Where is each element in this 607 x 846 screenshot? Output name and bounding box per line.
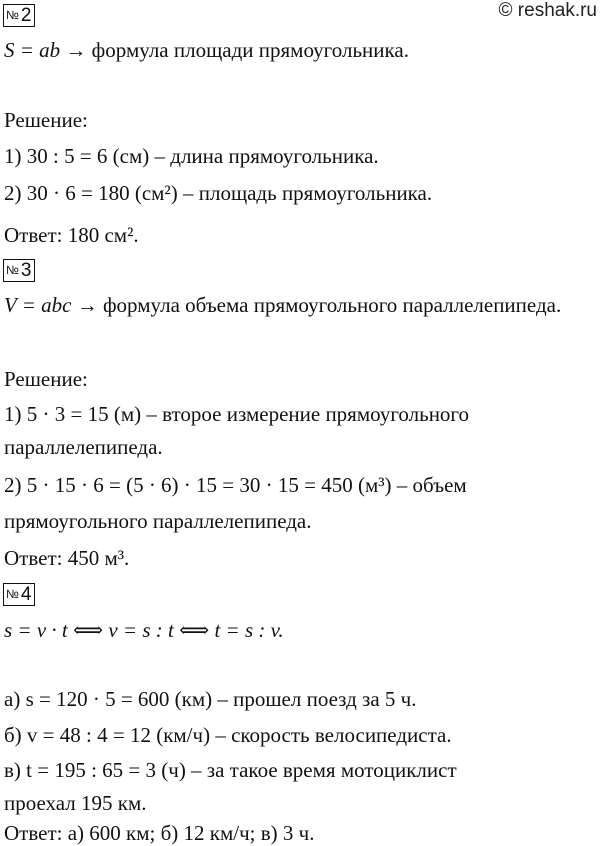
problem-number: 3 (20, 260, 32, 281)
problem-number-badge (3, 259, 35, 282)
problem-number: 4 (20, 584, 32, 605)
problem-number-badge (3, 583, 35, 606)
solution-step: б) v = 48 : 4 = 12 (км/ч) – скорость велосипедиста. (4, 723, 452, 747)
problem-number: 2 (20, 5, 32, 26)
solution-step: параллелепипеда. (4, 435, 163, 459)
solution-step: в) t = 195 : 65 = 3 (ч) – за такое время мотоциклист (4, 758, 457, 782)
formula-line (4, 292, 561, 318)
formula-line (4, 617, 284, 643)
number-sign-icon: № (6, 263, 19, 277)
formula-expression: S = ab (4, 38, 61, 62)
solution-label: Решение: (4, 367, 88, 391)
solution-step: 1) 5 · 3 = 15 (м) – второе измерение прямоугольного (4, 402, 470, 426)
formula-description: формула площади прямоугольника. (91, 38, 409, 62)
solution-step: проехал 195 км. (4, 791, 147, 815)
watermark: © reshak.ru (498, 0, 597, 21)
solution-step: а) s = 120 · 5 = 600 (км) – прошел поезд за 5 ч. (4, 687, 417, 711)
solution-step: прямоугольного параллелепипеда. (4, 509, 312, 533)
arrow-icon: → (76, 293, 98, 317)
solution-step: 1) 30 : 5 = 6 (см) – длина прямоугольника. (4, 144, 379, 168)
problem-number-badge (3, 4, 35, 27)
number-sign-icon: № (6, 587, 19, 601)
formula-line (4, 37, 409, 63)
arrow-icon: → (65, 38, 87, 62)
solution-step: 2) 30 · 6 = 180 (см²) – площадь прямоугольника. (4, 181, 433, 205)
number-sign-icon: № (6, 8, 19, 22)
solution-label: Решение: (4, 108, 88, 132)
formula-description: формула объема прямоугольного параллелепипеда. (102, 293, 562, 317)
answer-line: Ответ: а) 600 км; б) 12 км/ч; в) 3 ч. (4, 821, 315, 845)
formula-expression: s = v · t ⟺ v = s : t ⟺ t = s : v. (4, 618, 284, 642)
answer-line: Ответ: 180 см². (4, 223, 139, 247)
formula-expression: V = abc (4, 293, 72, 317)
answer-line: Ответ: 450 м³. (4, 546, 130, 570)
solution-step: 2) 5 · 15 · 6 = (5 · 6) · 15 = 30 · 15 = 450 (м³) – объем (4, 473, 467, 497)
